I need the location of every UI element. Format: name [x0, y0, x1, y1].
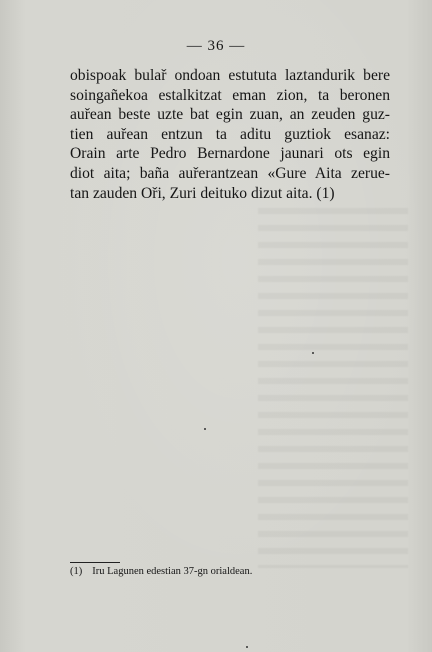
footnote-rule [70, 562, 120, 563]
footnote [70, 566, 252, 577]
ink-speck [204, 428, 206, 430]
body-paragraph [70, 66, 390, 203]
footnote-marker: (1) [70, 566, 83, 577]
show-through-text [258, 208, 408, 568]
ink-speck [246, 646, 248, 648]
text-line: tien auřean entzun ta aditu guztiok esanaz: [70, 125, 390, 143]
footnote-text: Iru Lagunen edestian 37-gn orialdean. [92, 566, 253, 577]
ink-speck [312, 352, 314, 354]
page-number: — 36 — [186, 38, 246, 54]
text-line: auřean beste uzte bat egin zuan, an zeuden guz- [70, 106, 390, 124]
text-line: obispoak bulař ondoan estututa laztandurik bere [70, 67, 390, 84]
text-line: diot aita; baña auřerantzean «Gure Aita zerue- [70, 164, 390, 182]
text-line: Orain arte Pedro Bernardone jaunari ots egin [70, 145, 390, 163]
text-line: soingañekoa estalkitzat eman zion, ta beronen [70, 86, 390, 104]
text-line: tan zauden Oři, Zuri deituko dizut aita. (1) [70, 184, 335, 202]
